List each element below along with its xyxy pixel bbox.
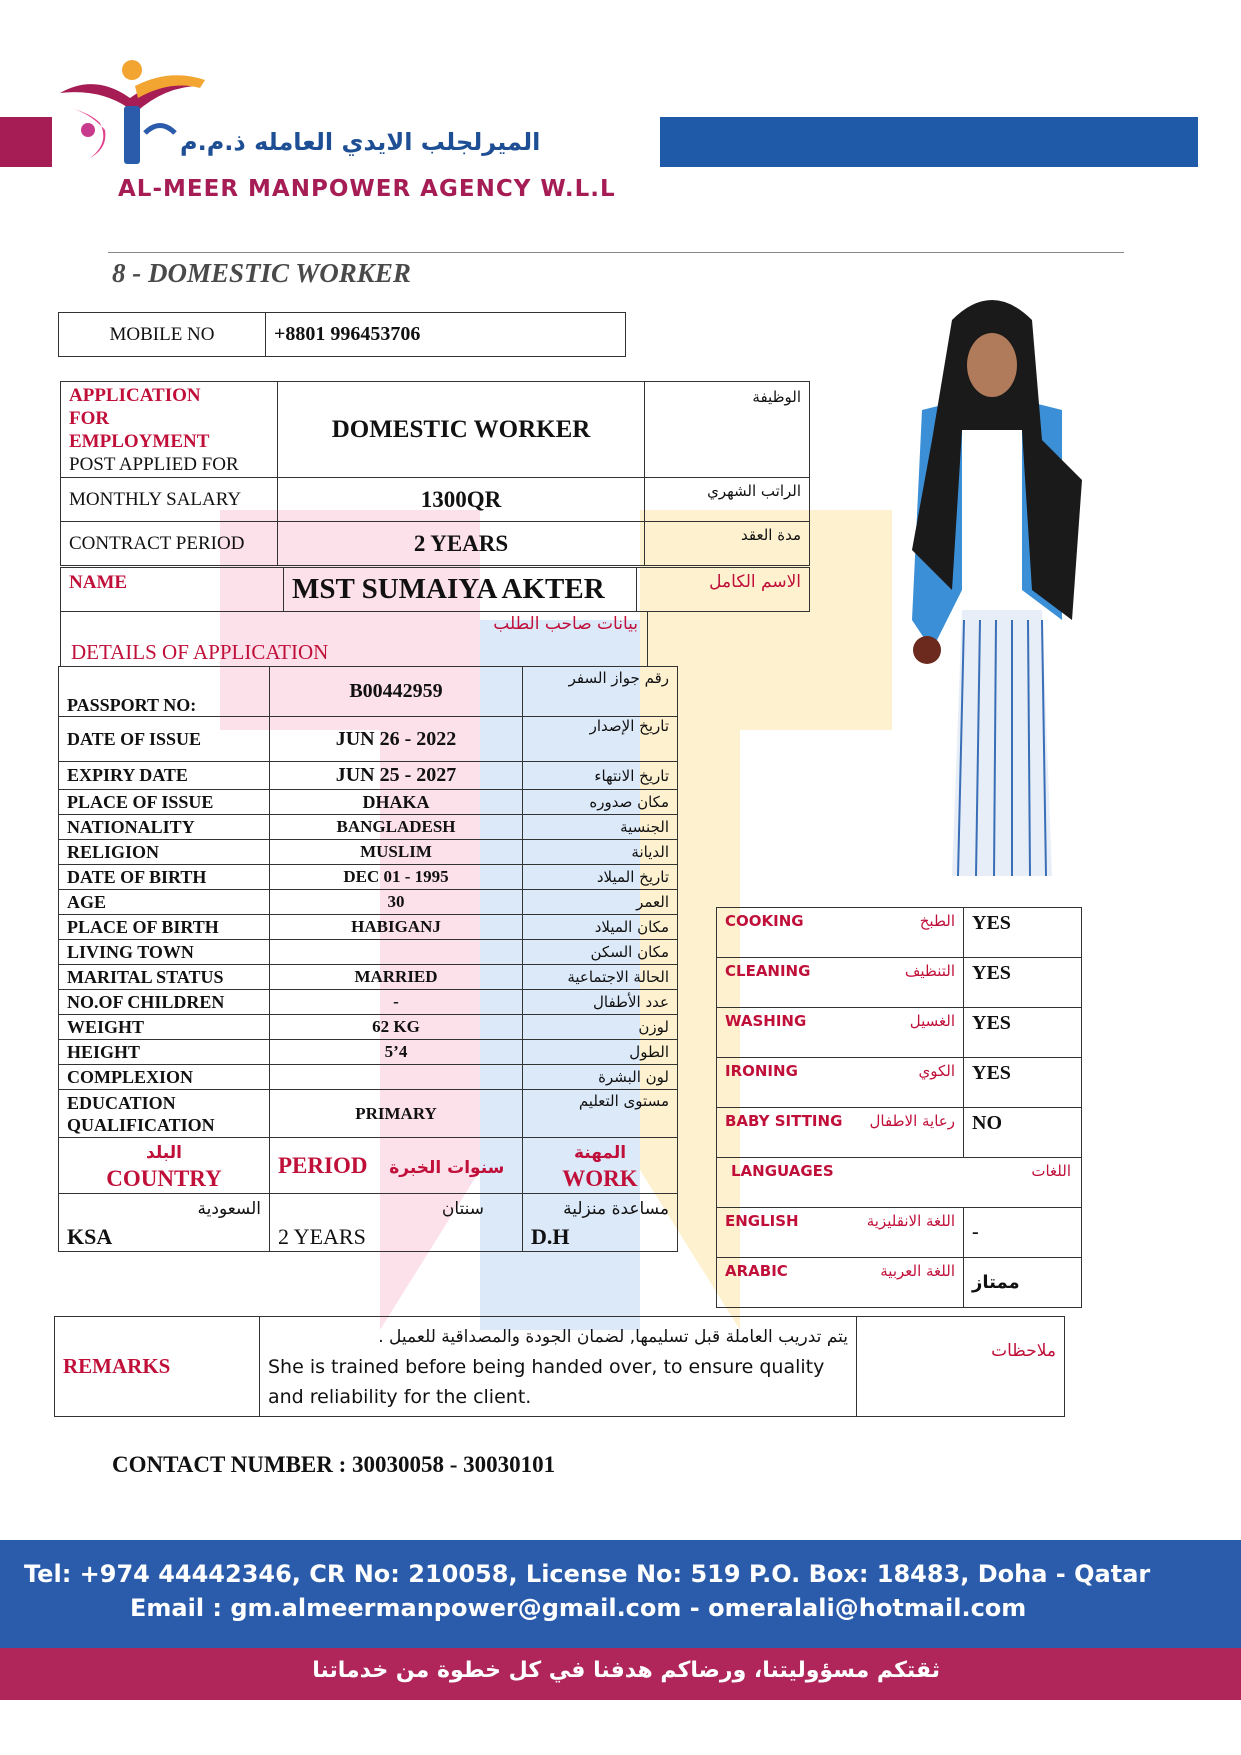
contract-label: CONTRACT PERIOD xyxy=(61,522,278,566)
application-table xyxy=(60,381,810,566)
languages-label-ar: اللغات xyxy=(1031,1162,1071,1180)
salary-label: MONTHLY SALARY xyxy=(61,478,278,522)
application-label-3: EMPLOYMENT xyxy=(69,430,210,452)
height-value: 5’4 xyxy=(270,1040,523,1065)
contract-label-ar: مدة العقد xyxy=(645,522,810,566)
dob-value: DEC 01 - 1995 xyxy=(270,865,523,890)
remarks-text-ar: يتم تدريب العاملة قبل تسليمها, لضمان الجودة والمصداقية للعميل . xyxy=(378,1326,848,1347)
issue-date-label-ar: تاريخ الإصدار xyxy=(523,717,678,762)
name-label-ar: الاسم الكامل xyxy=(637,568,810,612)
salary-value: 1300QR xyxy=(278,478,645,522)
place-of-issue-value: DHAKA xyxy=(270,790,523,815)
passport-label: PASSPORT NO: xyxy=(59,667,270,717)
mobile-label: MOBILE NO xyxy=(59,313,266,357)
place-of-birth-value: HABIGANJ xyxy=(270,915,523,940)
language-arabic-label-ar: اللغة العربية xyxy=(880,1262,955,1280)
period-header-ar: سنوات الخبرة xyxy=(389,1157,505,1178)
application-label-2: FOR xyxy=(69,407,110,429)
mobile-table xyxy=(58,312,626,357)
education-label-2: QUALIFICATION xyxy=(67,1114,215,1135)
footer-slogan: ثقتكم مسؤوليتنا، ورضاكم هدفنا في كل خطوة من خدماتنا xyxy=(312,1658,940,1683)
name-table xyxy=(60,567,810,612)
experience-period: 2 YEARS xyxy=(278,1223,366,1249)
weight-label: WEIGHT xyxy=(59,1015,270,1040)
contract-value: 2 YEARS xyxy=(278,522,645,566)
education-label-ar: مستوى التعليم xyxy=(523,1090,678,1138)
experience-period-ar: سنتان xyxy=(441,1198,484,1219)
religion-label: RELIGION xyxy=(59,840,270,865)
place-of-issue-label: PLACE OF ISSUE xyxy=(59,790,270,815)
marital-status-label: MARITAL STATUS xyxy=(59,965,270,990)
document-title: 8 - DOMESTIC WORKER xyxy=(112,258,411,288)
application-label-1: APPLICATION xyxy=(69,384,201,406)
work-header-ar: المهنة xyxy=(573,1142,627,1163)
issue-date-value: JUN 26 - 2022 xyxy=(270,717,523,762)
nationality-label: NATIONALITY xyxy=(59,815,270,840)
work-header: WORK xyxy=(562,1165,638,1191)
marital-status-value: MARRIED xyxy=(270,965,523,990)
skill-babysitting-value: NO xyxy=(964,1108,1082,1158)
expiry-date-label-ar: تاريخ الانتهاء xyxy=(523,762,678,790)
complexion-label-ar: لون البشرة xyxy=(523,1065,678,1090)
mobile-value: +8801 996453706 xyxy=(266,313,626,357)
age-label-ar: العمر xyxy=(523,890,678,915)
name-label: NAME xyxy=(61,568,284,612)
passport-label-ar: رقم جواز السفر xyxy=(523,667,678,717)
skill-ironing-label-ar: الكوي xyxy=(918,1062,955,1080)
age-value: 30 xyxy=(270,890,523,915)
experience-country: KSA xyxy=(67,1223,113,1249)
living-town-label: LIVING TOWN xyxy=(59,940,270,965)
expiry-date-label: EXPIRY DATE xyxy=(59,762,270,790)
weight-label-ar: لوزن xyxy=(523,1015,678,1040)
complexion-label: COMPLEXION xyxy=(59,1065,270,1090)
post-applied-label: POST APPLIED FOR xyxy=(69,453,239,475)
languages-label: LANGUAGES xyxy=(731,1162,834,1180)
skill-cleaning-label-ar: التنظيف xyxy=(904,962,955,980)
religion-label-ar: الديانة xyxy=(523,840,678,865)
header-divider xyxy=(108,252,1124,253)
height-label: HEIGHT xyxy=(59,1040,270,1065)
remarks-label: REMARKS xyxy=(55,1317,260,1417)
contact-number: CONTACT NUMBER : 30030058 - 30030101 xyxy=(112,1452,556,1477)
skill-cooking-label: COOKING xyxy=(725,912,804,930)
nationality-value: BANGLADESH xyxy=(270,815,523,840)
details-table xyxy=(58,666,678,1252)
header-left-bar xyxy=(0,117,52,167)
remarks-text-en: She is trained before being handed over, to ensure quality and reliability for the client. xyxy=(268,1355,825,1408)
skills-table xyxy=(716,907,1082,1308)
place-of-issue-label-ar: مكان صدوره xyxy=(523,790,678,815)
post-applied-label-ar: الوظيفة xyxy=(645,382,810,478)
age-label: AGE xyxy=(59,890,270,915)
header-right-bar xyxy=(660,117,1198,167)
applicant-photo xyxy=(892,290,1094,876)
skill-babysitting-label-ar: رعاية الاطفال xyxy=(869,1112,955,1130)
language-arabic-value: ممتاز xyxy=(964,1258,1082,1308)
religion-value: MUSLIM xyxy=(270,840,523,865)
skill-cooking-value: YES xyxy=(964,908,1082,958)
period-header: PERIOD xyxy=(278,1152,368,1178)
living-town-label-ar: مكان السكن xyxy=(523,940,678,965)
complexion-value xyxy=(270,1065,523,1090)
country-header-ar: البلد xyxy=(146,1142,182,1163)
marital-status-label-ar: الحالة الاجتماعية xyxy=(523,965,678,990)
dob-label-ar: تاريخ الميلاد xyxy=(523,865,678,890)
skill-babysitting-label: BABY SITTING xyxy=(725,1112,843,1130)
name-value: MST SUMAIYA AKTER xyxy=(284,568,637,612)
weight-value: 62 KG xyxy=(270,1015,523,1040)
remarks-table xyxy=(54,1316,1065,1417)
education-label-1: EDUCATION xyxy=(67,1092,176,1113)
company-name-arabic: الميرلجلب الايدي العامله ذ.م.م xyxy=(180,128,541,156)
children-value: - xyxy=(270,990,523,1015)
language-english-label-ar: اللغة الانقليزية xyxy=(866,1212,955,1230)
height-label-ar: الطول xyxy=(523,1040,678,1065)
footer-line-2: Email : gm.almeermanpower@gmail.com - omeralali@hotmail.com xyxy=(130,1594,1027,1622)
nationality-label-ar: الجنسية xyxy=(523,815,678,840)
skill-ironing-label: IRONING xyxy=(725,1062,798,1080)
experience-country-ar: السعودية xyxy=(197,1198,261,1219)
skill-washing-value: YES xyxy=(964,1008,1082,1058)
footer-contact-bar xyxy=(0,1540,1241,1648)
dob-label: DATE OF BIRTH xyxy=(59,865,270,890)
experience-work: D.H xyxy=(531,1223,570,1249)
children-label: NO.OF CHILDREN xyxy=(59,990,270,1015)
language-english-label: ENGLISH xyxy=(725,1212,799,1230)
post-applied-value: DOMESTIC WORKER xyxy=(278,382,645,478)
issue-date-label: DATE OF ISSUE xyxy=(59,717,270,762)
skill-cleaning-value: YES xyxy=(964,958,1082,1008)
children-label-ar: عدد الأطفال xyxy=(523,990,678,1015)
passport-value: B00442959 xyxy=(270,667,523,717)
place-of-birth-label: PLACE OF BIRTH xyxy=(59,915,270,940)
skill-cleaning-label: CLEANING xyxy=(725,962,811,980)
skill-washing-label: WASHING xyxy=(725,1012,807,1030)
skill-washing-label-ar: الغسيل xyxy=(909,1012,955,1030)
applicant-details-ar: بيانات صاحب الطلب xyxy=(493,614,638,634)
education-value: PRIMARY xyxy=(270,1090,523,1138)
footer-line-1: Tel: +974 44442346, CR No: 210058, License No: 519 P.O. Box: 18483, Doha - Qatar xyxy=(24,1560,1151,1588)
place-of-birth-label-ar: مكان الميلاد xyxy=(523,915,678,940)
country-header: COUNTRY xyxy=(106,1165,222,1191)
remarks-label-ar: ملاحظات xyxy=(857,1317,1065,1417)
salary-label-ar: الراتب الشهري xyxy=(645,478,810,522)
living-town-value xyxy=(270,940,523,965)
expiry-date-value: JUN 25 - 2027 xyxy=(270,762,523,790)
experience-work-ar: مساعدة منزلية xyxy=(563,1198,669,1219)
footer-slogan-bar xyxy=(0,1648,1241,1700)
company-name-english: AL-MEER MANPOWER AGENCY W.L.L xyxy=(118,176,616,202)
details-label: DETAILS OF APPLICATION xyxy=(71,640,329,664)
skill-cooking-label-ar: الطبخ xyxy=(919,912,955,930)
language-english-value: - xyxy=(964,1208,1082,1258)
language-arabic-label: ARABIC xyxy=(725,1262,788,1280)
skill-ironing-value: YES xyxy=(964,1058,1082,1108)
